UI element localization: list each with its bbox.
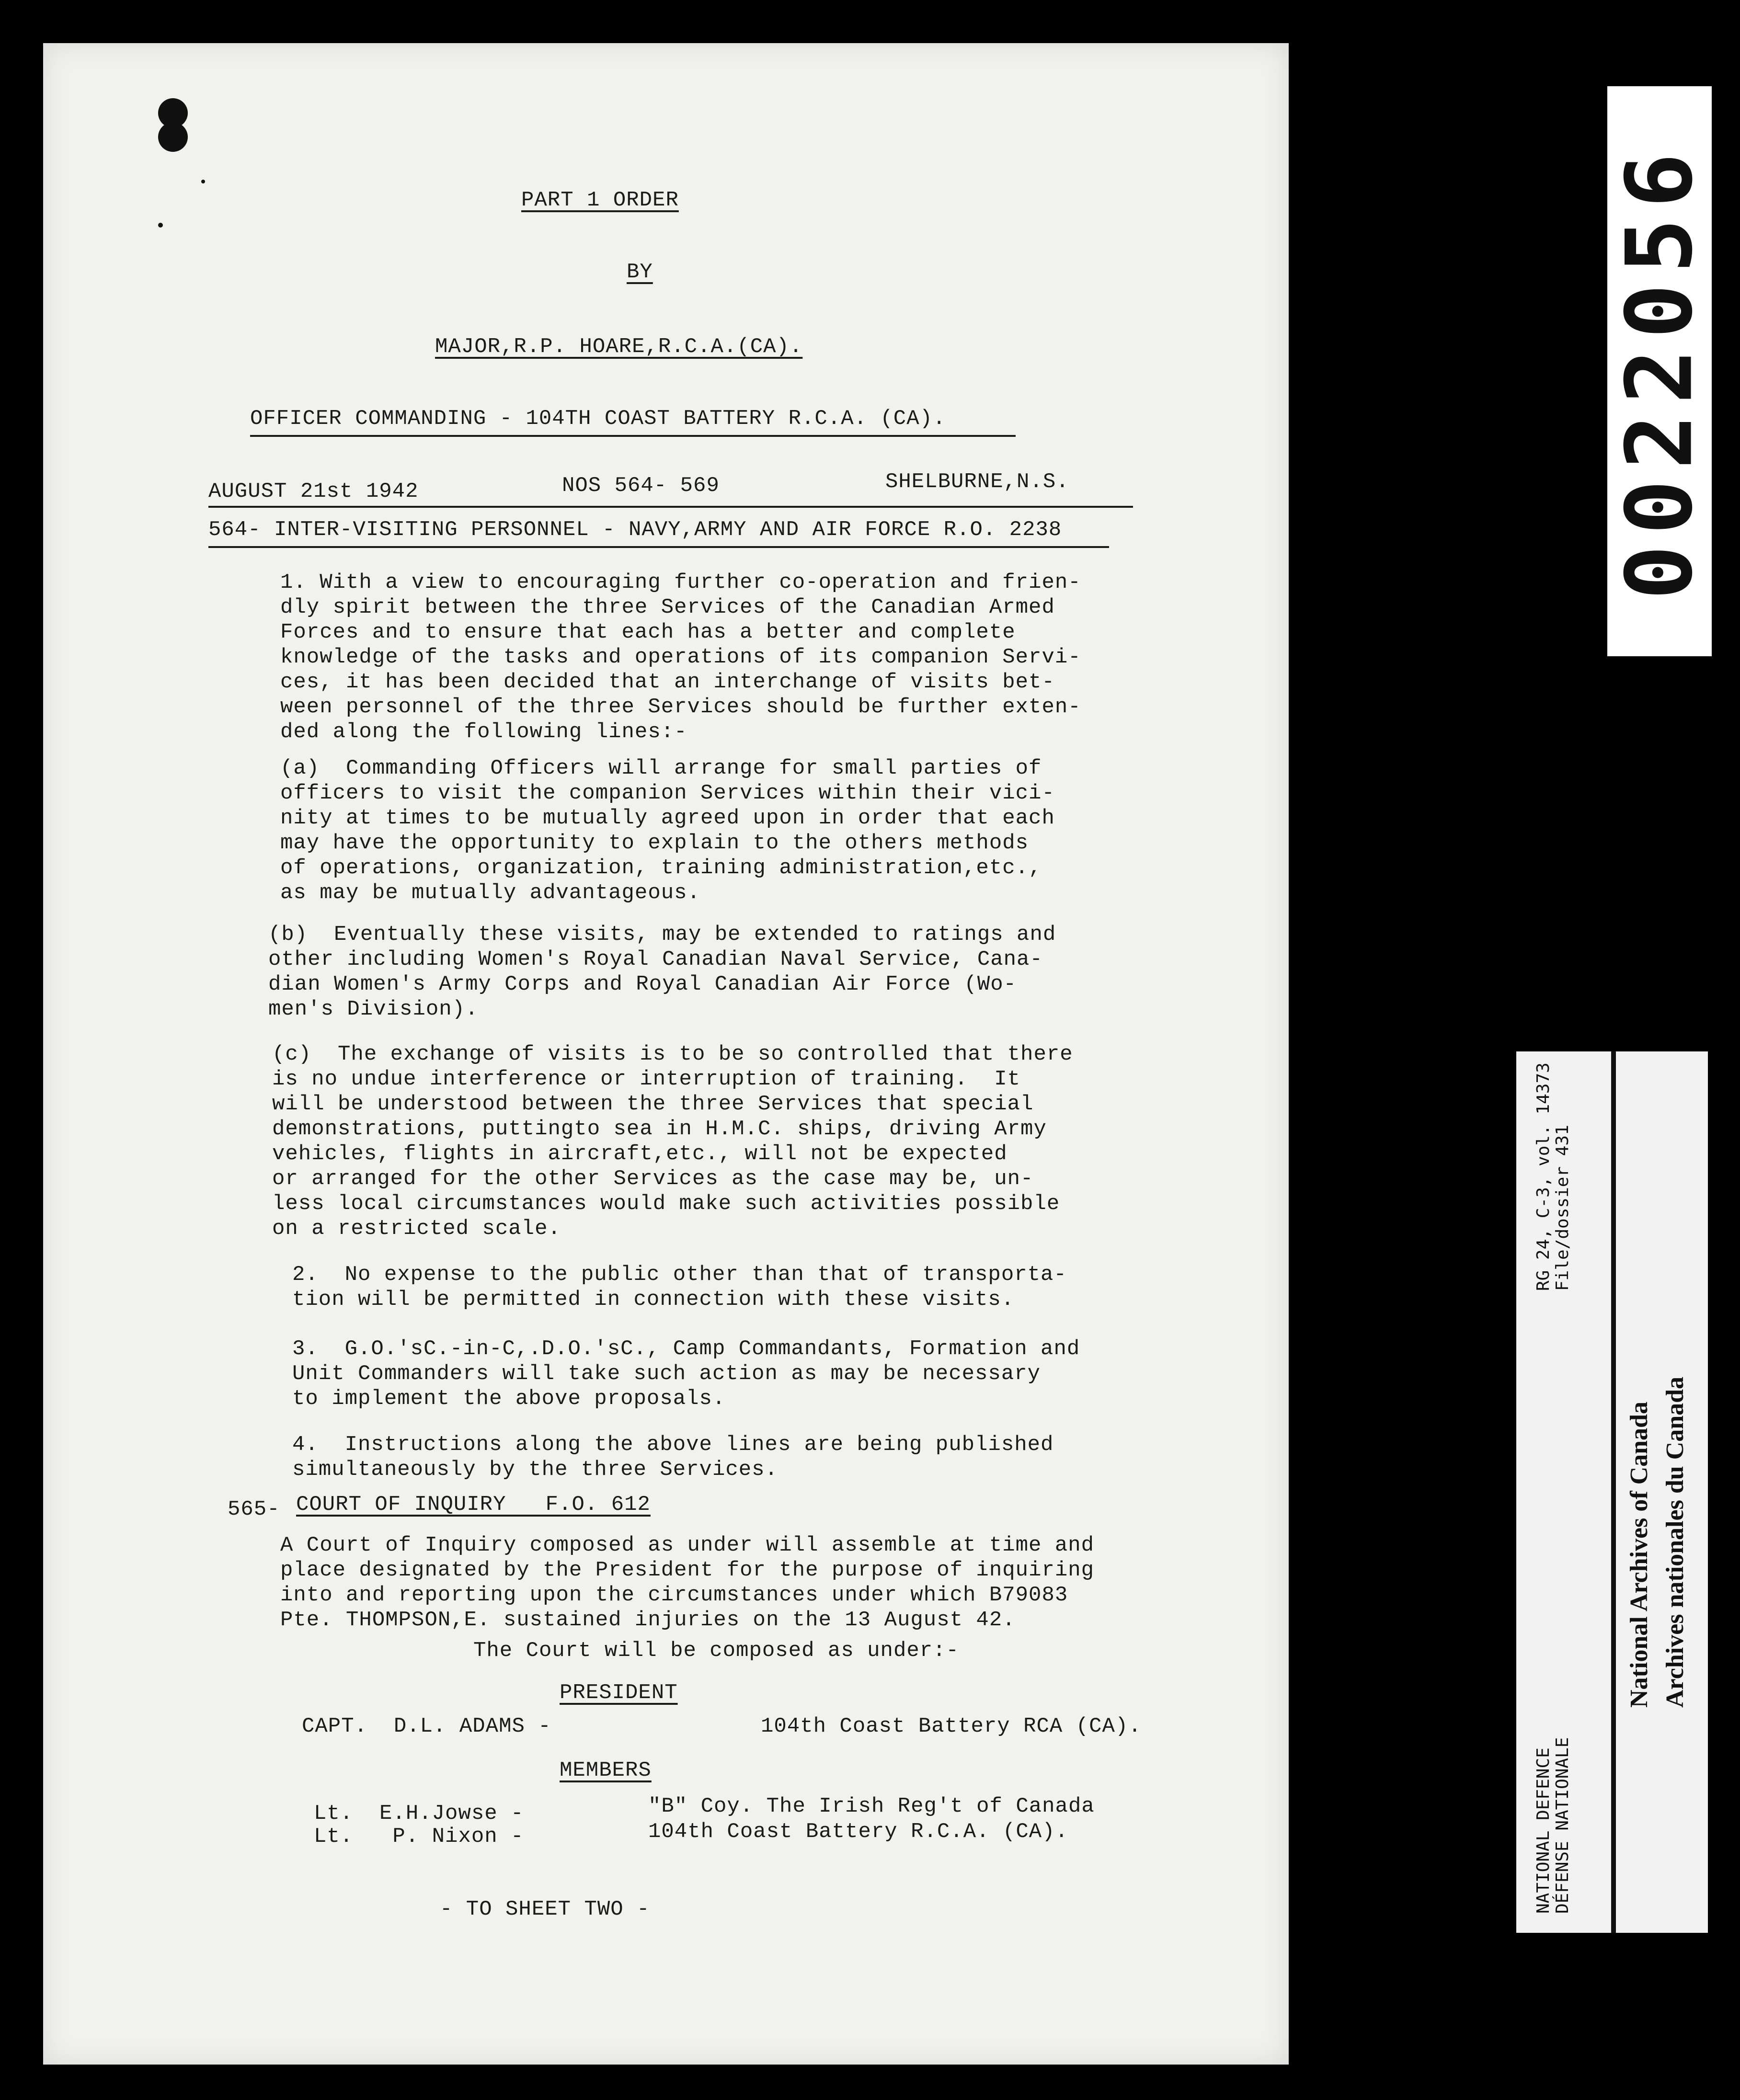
order-by: BY	[627, 260, 653, 284]
order-564-heading: 564- INTER-VISITING PERSONNEL - NAVY,ARMY AND AIR FORCE R.O. 2238	[208, 518, 1062, 542]
issuer-name: MAJOR,R.P. HOARE,R.C.A.(CA).	[435, 335, 803, 359]
strip-divider	[1611, 1051, 1616, 1933]
frame-number: 0022056	[1606, 142, 1713, 600]
document-page	[43, 43, 1289, 2065]
continuation-note: - TO SHEET TWO -	[440, 1897, 650, 1921]
paragraph-3: 3. G.O.'sC.-in-C,.D.O.'sC., Camp Commandants, Formation and Unit Commanders will take such action as may be necessary to implement the above proposals.	[292, 1337, 1080, 1411]
archives-name-en: National Archives of Canada	[1626, 1402, 1653, 1708]
paragraph-c: (c) The exchange of visits is to be so controlled that there is no undue interference or interruption of training. It will be understood between the three Services that special demonstrations, puttingto sea in H.M.C. ships, driving Army vehicles, flights in aircraft,etc., will not be expected or arranged for the other Services as the case may be, un- less local circumstances would make such activities possible on a restricted scale.	[272, 1042, 1073, 1241]
order-565-number: 565-	[228, 1497, 280, 1521]
order-565-heading: COURT OF INQUIRY F.O. 612	[296, 1493, 651, 1517]
members-heading: MEMBERS	[560, 1758, 652, 1782]
order-date: AUGUST 21st 1942	[208, 479, 419, 503]
archives-name-fr: Archives nationales du Canada	[1661, 1376, 1689, 1708]
command-line: OFFICER COMMANDING - 104TH COAST BATTERY R.C.A. (CA).	[250, 407, 946, 431]
president-unit: 104th Coast Battery RCA (CA).	[761, 1714, 1142, 1738]
court-composition: The Court will be composed as under:-	[473, 1639, 959, 1663]
paragraph-2: 2. No expense to the public other than that of transporta- tion will be permitted in connection with these visits.	[292, 1263, 1067, 1312]
member-unit: "B" Coy. The Irish Reg't of Canada	[648, 1794, 1095, 1818]
command-underline	[250, 435, 1016, 437]
president-heading: PRESIDENT	[560, 1681, 678, 1705]
order-text	[43, 43, 1289, 2065]
order-location: SHELBURNE,N.S.	[885, 470, 1069, 494]
paragraph-1: 1. With a view to encouraging further co-operation and frien- dly spirit between the three Services of the Canadian Armed Forces and to ensure that each has a better and complete knowledge of the tasks and operations of its companion Servi- ces, it has been decided that an interchange of visits bet- ween personnel of the three Services should be further exten- ded along the following lines:-	[280, 571, 1081, 744]
paragraph-b: (b) Eventually these visits, may be extended to ratings and other including Women's Royal Canadian Naval Service, Cana- dian Women's Army Corps and Royal Canadian Air Force (Wo- men's Division).	[268, 923, 1056, 1021]
court-body: A Court of Inquiry composed as under will assemble at time and place designated by the President for the purpose of inquiring into and reporting upon the circumstances under which B79083 Pte. THOMPSON,E. sustained injuries on the 13 August 42.	[280, 1533, 1095, 1632]
order-title: PART 1 ORDER	[521, 188, 679, 212]
defence-line-1: NATIONAL DEFENCE	[1534, 1747, 1553, 1914]
order-numbers: NOS 564- 569	[562, 474, 720, 498]
president-name: CAPT. D.L. ADAMS -	[302, 1714, 551, 1738]
date-underline	[208, 506, 1133, 508]
member-unit: 104th Coast Battery R.C.A. (CA).	[648, 1820, 1068, 1844]
reference-line-1: RG 24, C-3, vol. 14373	[1534, 1062, 1553, 1291]
defence-line-2: DÉFENSE NATIONALE	[1553, 1737, 1572, 1914]
paragraph-a: (a) Commanding Officers will arrange for small parties of officers to visit the companion Services within their vici- nity at times to be mutually agreed upon in order that each may have the opportunity to explain to the others methods of operations, organization, training administration,etc., as may be mutually advantageous.	[280, 756, 1055, 905]
heading-underline	[208, 546, 1109, 548]
paragraph-4: 4. Instructions along the above lines are being published simultaneously by the three Services.	[292, 1433, 1054, 1482]
archive-label	[1516, 1051, 1708, 1933]
reference-line-2: File/dossier 431	[1553, 1125, 1572, 1291]
member-name: Lt. P. Nixon -	[314, 1825, 524, 1849]
frame-number-label	[1607, 86, 1712, 656]
member-name: Lt. E.H.Jowse -	[314, 1802, 524, 1826]
